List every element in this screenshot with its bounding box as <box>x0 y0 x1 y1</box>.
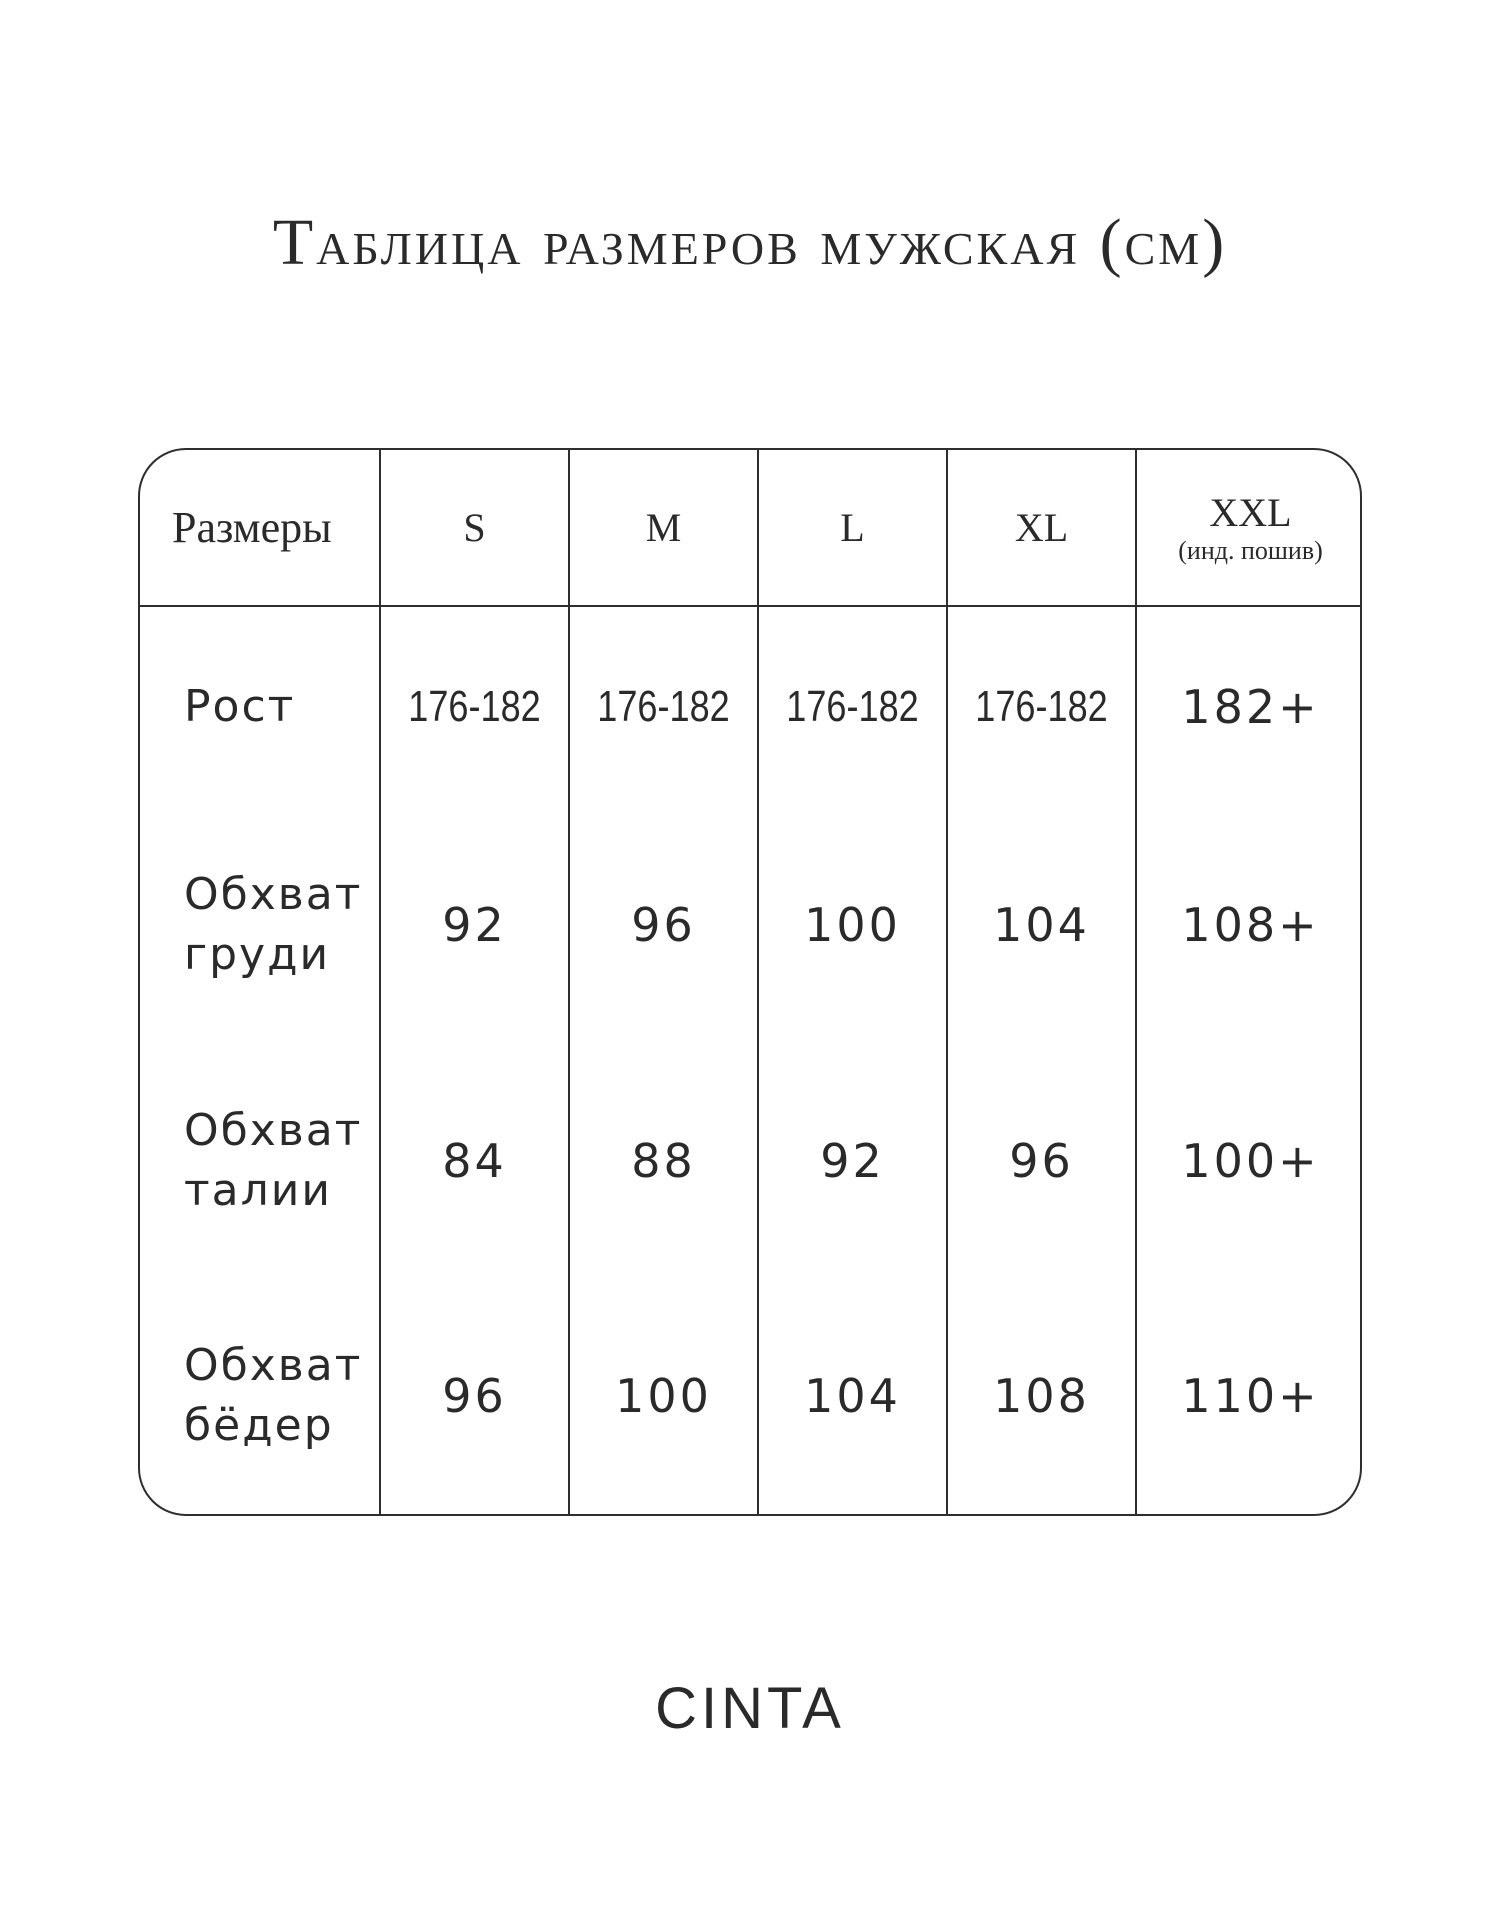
header-sizes-label: Размеры <box>140 450 380 606</box>
table-cell: 176-182 <box>964 606 1119 807</box>
table-cell: 84 <box>380 1043 569 1278</box>
row-label-line2: бёдер <box>184 1400 334 1452</box>
header-size-m: M <box>569 450 758 606</box>
table-row-waist <box>140 1043 1362 1278</box>
table-cell: 104 <box>758 1279 947 1514</box>
header-size-xxl <box>1136 450 1362 606</box>
header-size-xxl-note: (инд. пошив) <box>1178 535 1323 565</box>
table-row-chest <box>140 808 1362 1043</box>
table-header-row <box>140 450 1362 606</box>
table-cell: 108 <box>947 1279 1136 1514</box>
row-label-line1: Обхват <box>184 1340 363 1392</box>
row-label <box>140 606 380 807</box>
table-row-hips <box>140 1279 1362 1514</box>
header-size-l: L <box>758 450 947 606</box>
table-cell: 96 <box>947 1043 1136 1278</box>
table-cell: 176-182 <box>586 606 741 807</box>
table-cell: 176-182 <box>775 606 930 807</box>
table-cell: 100 <box>758 808 947 1043</box>
row-label-line2: груди <box>184 929 331 981</box>
row-label <box>140 1043 380 1278</box>
table-cell: 88 <box>569 1043 758 1278</box>
row-label <box>140 808 380 1043</box>
header-size-s: S <box>380 450 569 606</box>
table-cell: 92 <box>380 808 569 1043</box>
row-label-line1: Обхват <box>184 1104 363 1156</box>
table-row-height <box>140 606 1362 807</box>
header-size-xxl-label: XXL <box>1209 489 1292 535</box>
row-label <box>140 1279 380 1514</box>
table-cell: 100 <box>569 1279 758 1514</box>
table-cell: 96 <box>380 1279 569 1514</box>
table-cell: 108+ <box>1181 898 1320 953</box>
page-title: Таблица размеров мужская (см) <box>272 206 1228 279</box>
brand-logo-text: CINTA <box>655 1676 845 1741</box>
table-cell: 104 <box>947 808 1136 1043</box>
table-cell: 100+ <box>1181 1133 1320 1188</box>
table-cell: 182+ <box>1181 680 1320 735</box>
size-chart-table <box>138 448 1362 1516</box>
table-cell: 176-182 <box>397 606 552 807</box>
table-cell: 92 <box>758 1043 947 1278</box>
row-label-line1: Рост <box>184 681 296 733</box>
table-cell: 110+ <box>1181 1369 1320 1424</box>
header-size-xl: XL <box>947 450 1136 606</box>
row-label-line1: Обхват <box>184 869 363 921</box>
row-label-line2: талии <box>184 1164 332 1216</box>
table-cell: 96 <box>569 808 758 1043</box>
